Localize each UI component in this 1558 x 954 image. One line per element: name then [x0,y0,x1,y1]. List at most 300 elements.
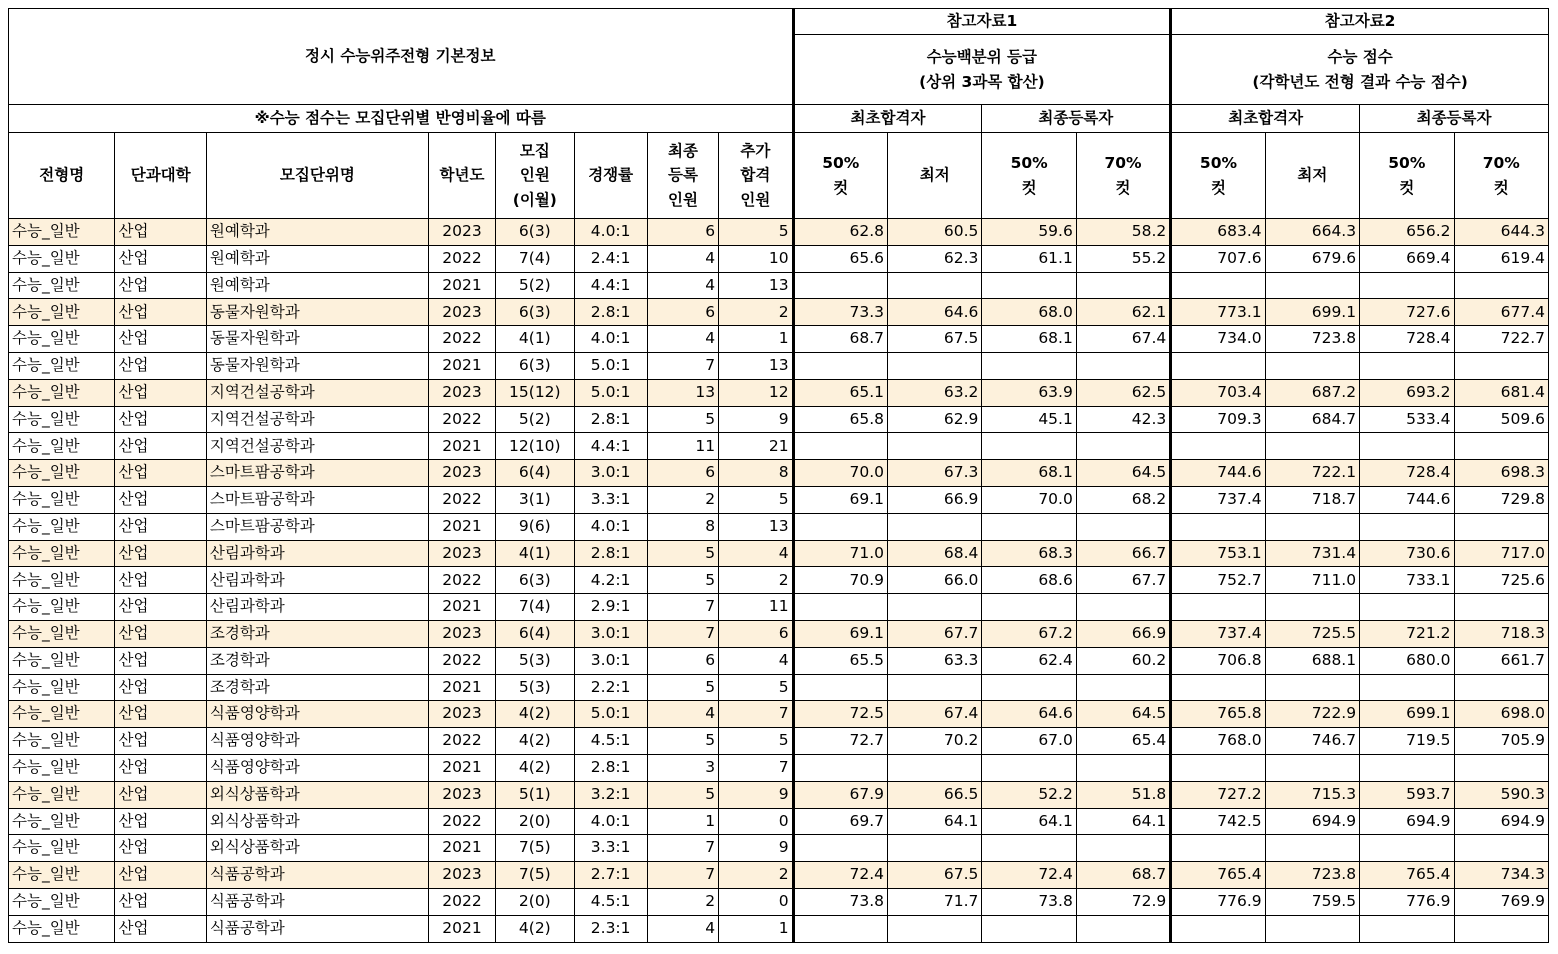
table-row [9,219,1549,246]
cell-ref1-final-70 [1076,513,1170,540]
cell-enrolled: 5 [647,567,718,594]
cell-college: 산업 [115,299,206,326]
cell-ref2-final-70 [1454,594,1548,621]
cell-ref2-final-70: 509.6 [1454,406,1548,433]
cell-quota: 5(3) [496,647,574,674]
cell-ref2-final-70: 644.3 [1454,219,1548,246]
ref2-description: 수능 점수 (각학년도 전형 결과 수능 점수) [1171,35,1549,105]
cell-ref1-final-50: 52.2 [982,781,1076,808]
cell-unit: 산림과학과 [206,594,428,621]
cell-year: 2023 [428,862,495,889]
cell-ref1-final-50: 72.4 [982,862,1076,889]
cell-ref2-final-70: 694.9 [1454,808,1548,835]
cell-type: 수능_일반 [9,674,115,701]
cell-ref2-final-50: 699.1 [1360,701,1454,728]
cell-ref2-first-50: 768.0 [1171,728,1265,755]
cell-ratio: 2.4:1 [574,245,647,272]
cell-college: 산업 [115,808,206,835]
cell-college: 산업 [115,219,206,246]
cell-ref1-final-70: 67.7 [1076,567,1170,594]
cell-year: 2023 [428,620,495,647]
cell-ref1-first-50: 62.8 [793,219,887,246]
cell-quota: 4(1) [496,326,574,353]
cell-ref2-final-50: 728.4 [1360,460,1454,487]
cell-ratio: 2.2:1 [574,674,647,701]
cell-ref2-first-50: 765.8 [1171,701,1265,728]
cell-ref1-first-min: 60.5 [887,219,981,246]
cell-enrolled: 2 [647,486,718,513]
cell-ref2-first-50: 765.4 [1171,862,1265,889]
cell-ref2-first-50: 737.4 [1171,620,1265,647]
cell-ref1-final-50 [982,754,1076,781]
table-row [9,781,1549,808]
cell-ref2-first-50 [1171,915,1265,942]
cell-ref2-first-min: 722.1 [1265,460,1359,487]
cell-ref1-first-50: 65.6 [793,245,887,272]
cell-enrolled: 6 [647,647,718,674]
cell-ref1-first-50: 69.1 [793,486,887,513]
cell-ref1-final-50: 45.1 [982,406,1076,433]
cell-college: 산업 [115,888,206,915]
table-row [9,433,1549,460]
cell-ref1-final-70 [1076,433,1170,460]
col-header-ref2-first-min: 최저 [1265,133,1359,219]
cell-ref2-first-50: 744.6 [1171,460,1265,487]
cell-ref1-final-50: 63.9 [982,379,1076,406]
cell-extra: 9 [719,781,793,808]
cell-enrolled: 7 [647,594,718,621]
cell-unit: 식품공학과 [206,915,428,942]
cell-ref1-first-50 [793,352,887,379]
cell-year: 2023 [428,379,495,406]
cell-ref1-first-min: 66.9 [887,486,981,513]
cell-ref1-final-50 [982,674,1076,701]
cell-ratio: 3.0:1 [574,620,647,647]
col-header-ref2-final-70: 70% 컷 [1454,133,1548,219]
cell-year: 2022 [428,808,495,835]
cell-ref2-first-min: 679.6 [1265,245,1359,272]
cell-type: 수능_일반 [9,647,115,674]
cell-ref2-final-50 [1360,433,1454,460]
cell-ratio: 4.2:1 [574,567,647,594]
cell-ref1-final-70: 68.2 [1076,486,1170,513]
cell-college: 산업 [115,513,206,540]
cell-unit: 지역건설공학과 [206,433,428,460]
cell-year: 2022 [428,245,495,272]
cell-type: 수능_일반 [9,513,115,540]
cell-quota: 6(3) [496,299,574,326]
cell-ref2-first-min [1265,272,1359,299]
cell-ref2-first-50: 707.6 [1171,245,1265,272]
cell-ref2-final-50 [1360,835,1454,862]
cell-unit: 식품영양학과 [206,754,428,781]
table-row [9,674,1549,701]
cell-ref2-first-50: 776.9 [1171,888,1265,915]
cell-ratio: 3.3:1 [574,835,647,862]
table-row [9,406,1549,433]
cell-ref1-first-50: 65.5 [793,647,887,674]
col-header-extra: 추가 합격 인원 [719,133,793,219]
cell-ref1-first-min [887,352,981,379]
table-row [9,486,1549,513]
cell-type: 수능_일반 [9,299,115,326]
cell-ref1-final-70: 64.5 [1076,701,1170,728]
cell-type: 수능_일반 [9,754,115,781]
cell-type: 수능_일반 [9,888,115,915]
cell-ref2-first-min [1265,594,1359,621]
cell-ratio: 2.7:1 [574,862,647,889]
cell-year: 2023 [428,781,495,808]
cell-extra: 5 [719,674,793,701]
col-header-type: 전형명 [9,133,115,219]
cell-ref2-first-50 [1171,513,1265,540]
cell-quota: 3(1) [496,486,574,513]
cell-ref1-first-50: 69.7 [793,808,887,835]
table-row [9,915,1549,942]
cell-ref1-first-50: 67.9 [793,781,887,808]
table-row [9,245,1549,272]
cell-ratio: 3.0:1 [574,460,647,487]
table-row [9,808,1549,835]
cell-year: 2022 [428,647,495,674]
ref1-final-enroll-header: 최종등록자 [982,105,1171,133]
cell-year: 2021 [428,835,495,862]
cell-ref1-final-50: 59.6 [982,219,1076,246]
table-row [9,272,1549,299]
cell-extra: 12 [719,379,793,406]
table-row [9,888,1549,915]
cell-ref1-first-min: 62.3 [887,245,981,272]
cell-ref1-first-50: 72.7 [793,728,887,755]
cell-extra: 5 [719,486,793,513]
cell-quota: 5(2) [496,272,574,299]
cell-ref2-first-min: 699.1 [1265,299,1359,326]
cell-ref1-first-50 [793,674,887,701]
cell-ref2-final-50: 728.4 [1360,326,1454,353]
cell-unit: 식품공학과 [206,862,428,889]
cell-ref2-final-50: 776.9 [1360,888,1454,915]
cell-ref2-first-50: 753.1 [1171,540,1265,567]
col-header-enrolled: 최종 등록 인원 [647,133,718,219]
cell-college: 산업 [115,245,206,272]
cell-college: 산업 [115,647,206,674]
cell-ref2-final-70: 717.0 [1454,540,1548,567]
cell-ref1-final-70: 62.5 [1076,379,1170,406]
cell-ref2-final-50: 694.9 [1360,808,1454,835]
cell-quota: 4(1) [496,540,574,567]
cell-enrolled: 7 [647,862,718,889]
cell-ratio: 2.8:1 [574,299,647,326]
cell-type: 수능_일반 [9,540,115,567]
cell-ref2-first-min: 746.7 [1265,728,1359,755]
cell-ref1-first-50: 68.7 [793,326,887,353]
cell-ref1-final-70: 67.4 [1076,326,1170,353]
cell-ref1-first-50 [793,915,887,942]
cell-ref2-final-50: 593.7 [1360,781,1454,808]
cell-ref1-first-min: 70.2 [887,728,981,755]
cell-type: 수능_일반 [9,245,115,272]
cell-ref1-final-70 [1076,674,1170,701]
cell-unit: 원예학과 [206,272,428,299]
cell-ref2-first-50: 706.8 [1171,647,1265,674]
cell-unit: 스마트팜공학과 [206,513,428,540]
cell-college: 산업 [115,862,206,889]
cell-ref2-first-min [1265,835,1359,862]
cell-ref2-first-50: 703.4 [1171,379,1265,406]
cell-ref1-final-70: 68.7 [1076,862,1170,889]
cell-year: 2022 [428,406,495,433]
cell-ref1-final-70: 65.4 [1076,728,1170,755]
cell-ref2-final-70: 734.3 [1454,862,1548,889]
cell-ratio: 3.3:1 [574,486,647,513]
cell-quota: 5(3) [496,674,574,701]
cell-unit: 원예학과 [206,219,428,246]
cell-ref2-final-70: 698.3 [1454,460,1548,487]
cell-year: 2023 [428,219,495,246]
cell-ref2-final-70: 661.7 [1454,647,1548,674]
cell-quota: 7(4) [496,245,574,272]
cell-ref1-first-50: 65.8 [793,406,887,433]
cell-ref1-first-min: 67.5 [887,862,981,889]
cell-ref1-first-min [887,272,981,299]
cell-year: 2021 [428,513,495,540]
cell-ref1-first-min: 63.3 [887,647,981,674]
cell-ref1-first-min: 64.1 [887,808,981,835]
cell-ref2-first-min: 723.8 [1265,862,1359,889]
cell-unit: 지역건설공학과 [206,379,428,406]
cell-enrolled: 3 [647,754,718,781]
cell-extra: 10 [719,245,793,272]
ref1-label: 참고자료1 [793,9,1171,35]
cell-type: 수능_일반 [9,326,115,353]
table-row [9,620,1549,647]
cell-year: 2021 [428,594,495,621]
cell-ref2-final-70: 722.7 [1454,326,1548,353]
cell-college: 산업 [115,701,206,728]
cell-ref2-final-50: 730.6 [1360,540,1454,567]
cell-ref2-first-min: 684.7 [1265,406,1359,433]
page-title: 정시 수능위주전형 기본정보 [9,9,794,105]
cell-college: 산업 [115,567,206,594]
col-header-ref1-final-50: 50% 컷 [982,133,1076,219]
cell-ratio: 3.0:1 [574,647,647,674]
table-row [9,754,1549,781]
col-header-ref2-final-50: 50% 컷 [1360,133,1454,219]
cell-ref1-final-70: 64.1 [1076,808,1170,835]
cell-unit: 조경학과 [206,674,428,701]
cell-college: 산업 [115,754,206,781]
cell-ref2-first-50 [1171,352,1265,379]
cell-unit: 조경학과 [206,647,428,674]
cell-ref2-final-70: 705.9 [1454,728,1548,755]
cell-ref2-first-min: 718.7 [1265,486,1359,513]
cell-ref2-first-min: 725.5 [1265,620,1359,647]
ref1-description: 수능백분위 등급 (상위 3과목 합산) [793,35,1171,105]
cell-extra: 4 [719,540,793,567]
cell-ref1-first-min [887,513,981,540]
cell-ref2-first-min: 731.4 [1265,540,1359,567]
cell-unit: 식품영양학과 [206,728,428,755]
cell-ref1-first-50 [793,594,887,621]
cell-college: 산업 [115,620,206,647]
cell-extra: 2 [719,567,793,594]
cell-ref1-first-min [887,674,981,701]
cell-enrolled: 13 [647,379,718,406]
cell-ref2-final-70: 677.4 [1454,299,1548,326]
cell-ref2-final-70 [1454,674,1548,701]
cell-enrolled: 2 [647,888,718,915]
cell-college: 산업 [115,460,206,487]
score-note: ※수능 점수는 모집단위별 반영비율에 따름 [9,105,794,133]
cell-extra: 21 [719,433,793,460]
table-row [9,352,1549,379]
cell-year: 2021 [428,674,495,701]
cell-quota: 2(0) [496,808,574,835]
cell-enrolled: 4 [647,272,718,299]
col-header-year: 학년도 [428,133,495,219]
cell-ref2-final-50: 680.0 [1360,647,1454,674]
cell-college: 산업 [115,594,206,621]
cell-extra: 7 [719,754,793,781]
cell-year: 2023 [428,701,495,728]
cell-ratio: 4.4:1 [574,433,647,460]
ref2-first-admit-header: 최초합격자 [1171,105,1360,133]
cell-quota: 2(0) [496,888,574,915]
cell-ref1-first-50: 73.8 [793,888,887,915]
cell-ref2-final-70: 725.6 [1454,567,1548,594]
cell-ref2-first-50: 742.5 [1171,808,1265,835]
cell-ref2-first-min: 711.0 [1265,567,1359,594]
cell-ref2-final-50: 721.2 [1360,620,1454,647]
cell-ref1-final-70: 72.9 [1076,888,1170,915]
cell-ref2-final-70: 681.4 [1454,379,1548,406]
cell-quota: 4(2) [496,701,574,728]
cell-ratio: 5.0:1 [574,701,647,728]
cell-ref2-final-50: 744.6 [1360,486,1454,513]
cell-ref2-final-50: 533.4 [1360,406,1454,433]
cell-ref2-first-50 [1171,674,1265,701]
cell-ref2-final-50: 733.1 [1360,567,1454,594]
cell-extra: 5 [719,219,793,246]
cell-college: 산업 [115,915,206,942]
table-row [9,567,1549,594]
cell-ref1-first-min [887,835,981,862]
cell-college: 산업 [115,326,206,353]
cell-ref2-first-50: 709.3 [1171,406,1265,433]
table-row [9,379,1549,406]
cell-ref1-final-70: 64.5 [1076,460,1170,487]
cell-enrolled: 4 [647,915,718,942]
cell-college: 산업 [115,352,206,379]
cell-extra: 1 [719,915,793,942]
cell-ref1-final-50: 67.2 [982,620,1076,647]
cell-ref1-final-50: 64.1 [982,808,1076,835]
cell-type: 수능_일반 [9,352,115,379]
cell-ref1-first-50: 69.1 [793,620,887,647]
cell-year: 2022 [428,888,495,915]
cell-ref2-first-50 [1171,754,1265,781]
table-row [9,460,1549,487]
cell-enrolled: 6 [647,219,718,246]
cell-year: 2021 [428,915,495,942]
cell-ratio: 4.0:1 [574,219,647,246]
cell-college: 산업 [115,835,206,862]
cell-unit: 외식상품학과 [206,808,428,835]
cell-unit: 스마트팜공학과 [206,460,428,487]
cell-ref1-first-50: 71.0 [793,540,887,567]
cell-unit: 지역건설공학과 [206,406,428,433]
cell-extra: 1 [719,326,793,353]
cell-ref1-final-70: 66.7 [1076,540,1170,567]
cell-year: 2023 [428,540,495,567]
cell-unit: 산림과학과 [206,540,428,567]
cell-ref2-final-70: 698.0 [1454,701,1548,728]
cell-type: 수능_일반 [9,728,115,755]
cell-ref1-final-70 [1076,594,1170,621]
cell-enrolled: 7 [647,352,718,379]
table-row [9,701,1549,728]
table-body [9,219,1549,943]
cell-enrolled: 4 [647,326,718,353]
cell-year: 2023 [428,460,495,487]
cell-ref2-final-70: 729.8 [1454,486,1548,513]
cell-unit: 스마트팜공학과 [206,486,428,513]
table-row [9,299,1549,326]
cell-extra: 0 [719,808,793,835]
cell-ref1-first-50: 65.1 [793,379,887,406]
cell-quota: 5(2) [496,406,574,433]
cell-ref1-final-70 [1076,754,1170,781]
cell-ref2-first-min: 723.8 [1265,326,1359,353]
cell-quota: 7(5) [496,835,574,862]
cell-quota: 6(3) [496,567,574,594]
cell-type: 수능_일반 [9,781,115,808]
cell-ref1-first-min: 66.0 [887,567,981,594]
cell-ref1-first-min: 67.4 [887,701,981,728]
cell-type: 수능_일반 [9,433,115,460]
cell-type: 수능_일반 [9,701,115,728]
cell-ref1-first-50: 70.0 [793,460,887,487]
cell-unit: 동물자원학과 [206,352,428,379]
cell-ref2-final-50 [1360,594,1454,621]
cell-ref2-final-70: 590.3 [1454,781,1548,808]
cell-ref2-final-50: 727.6 [1360,299,1454,326]
cell-ratio: 2.3:1 [574,915,647,942]
cell-unit: 외식상품학과 [206,835,428,862]
cell-ratio: 5.0:1 [574,352,647,379]
cell-ref1-final-70: 62.1 [1076,299,1170,326]
cell-ref1-final-70: 60.2 [1076,647,1170,674]
cell-quota: 9(6) [496,513,574,540]
cell-year: 2021 [428,754,495,781]
admission-table [8,8,1549,943]
cell-ref1-final-50: 67.0 [982,728,1076,755]
cell-type: 수능_일반 [9,486,115,513]
cell-ref2-final-70 [1454,352,1548,379]
cell-ref2-first-50 [1171,594,1265,621]
cell-ref2-first-50 [1171,433,1265,460]
col-header-ratio: 경쟁률 [574,133,647,219]
cell-year: 2021 [428,352,495,379]
cell-ref1-first-50 [793,513,887,540]
cell-unit: 조경학과 [206,620,428,647]
col-header-ref1-first-min: 최저 [887,133,981,219]
col-header-ref1-final-70: 70% 컷 [1076,133,1170,219]
cell-ref2-first-min: 694.9 [1265,808,1359,835]
cell-extra: 13 [719,352,793,379]
cell-ref1-final-50: 62.4 [982,647,1076,674]
cell-unit: 산림과학과 [206,567,428,594]
